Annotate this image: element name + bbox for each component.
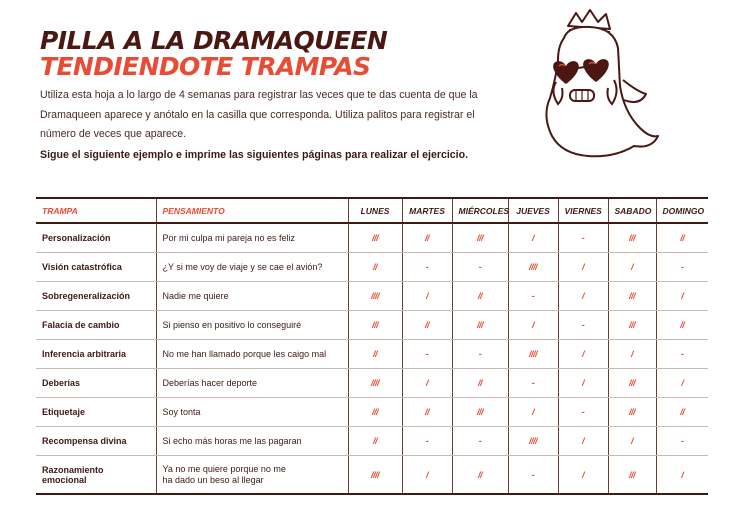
tally-cell-jueves: / (508, 398, 558, 427)
tally-cell-martes: - (402, 340, 452, 369)
tally-cell-miercoles: - (452, 253, 508, 282)
tally-cell-viernes: / (558, 456, 608, 495)
thought-cell: Por mi culpa mi pareja no es feliz (156, 223, 348, 253)
title-line-1: PILLA A LA DRAMAQUEEN (40, 26, 388, 55)
tally-cell-miercoles: // (452, 369, 508, 398)
tally-cell-jueves: //// (508, 340, 558, 369)
instruction-text: Sigue el siguiente ejemplo e imprime las siguientes páginas para realizar el ejercicio. (40, 149, 469, 161)
header-trampa: TRAMPA (36, 198, 156, 223)
tally-cell-domingo: // (656, 223, 708, 253)
table-row (36, 456, 708, 495)
intro-text: Utiliza esta hoja a lo largo de 4 semanas para registrar las veces que te das cuenta de que la Dramaqueen aparece y anótalo en la casilla que corresponda. Utiliza palitos para registrar el número de veces que aparece. (40, 89, 478, 140)
tally-cell-sabado: /// (608, 398, 656, 427)
tally-cell-sabado: /// (608, 369, 656, 398)
thought-cell: Deberías hacer deporte (156, 369, 348, 398)
tally-cell-viernes: / (558, 282, 608, 311)
tally-cell-sabado: /// (608, 456, 656, 495)
tally-cell-miercoles: /// (452, 311, 508, 340)
header-miercoles: MIÉRCOLES (452, 198, 508, 223)
tally-cell-sabado: /// (608, 223, 656, 253)
tally-cell-jueves: - (508, 282, 558, 311)
tally-cell-miercoles: /// (452, 398, 508, 427)
trap-cell: Recompensa divina (36, 427, 156, 456)
tally-cell-domingo: - (656, 253, 708, 282)
tally-cell-viernes: - (558, 311, 608, 340)
table-row (36, 282, 708, 311)
tally-cell-martes: - (402, 427, 452, 456)
table-row (36, 369, 708, 398)
tally-cell-domingo: - (656, 427, 708, 456)
tally-cell-jueves: / (508, 223, 558, 253)
thought-cell: Ya no me quiere porque no me ha dado un beso al llegar (156, 456, 348, 495)
trap-cell: Sobregeneralización (36, 282, 156, 311)
tally-cell-martes: // (402, 398, 452, 427)
table-row (36, 427, 708, 456)
table-header (36, 198, 708, 223)
tally-cell-sabado: /// (608, 282, 656, 311)
tally-cell-miercoles: // (452, 456, 508, 495)
table-row (36, 398, 708, 427)
trap-cell: Razonamiento emocional (36, 456, 156, 495)
tally-cell-miercoles: - (452, 427, 508, 456)
tally-cell-domingo: - (656, 340, 708, 369)
tracking-table (36, 197, 708, 495)
header-jueves: JUEVES (508, 198, 558, 223)
tally-cell-lunes: // (348, 253, 402, 282)
trap-cell: Deberías (36, 369, 156, 398)
tally-cell-viernes: / (558, 253, 608, 282)
tally-cell-viernes: - (558, 398, 608, 427)
tally-cell-domingo: // (656, 398, 708, 427)
table-row (36, 311, 708, 340)
tally-cell-domingo: / (656, 456, 708, 495)
tally-cell-lunes: // (348, 340, 402, 369)
header-domingo: DOMINGO (656, 198, 708, 223)
tally-cell-domingo: / (656, 369, 708, 398)
trap-cell: Visión catastrófica (36, 253, 156, 282)
tally-cell-domingo: // (656, 311, 708, 340)
header-viernes: VIERNES (558, 198, 608, 223)
header-pensamiento: PENSAMIENTO (156, 198, 348, 223)
tally-cell-martes: / (402, 456, 452, 495)
tally-cell-martes: // (402, 223, 452, 253)
tally-cell-miercoles: - (452, 340, 508, 369)
trap-cell: Etiquetaje (36, 398, 156, 427)
thought-cell: No me han llamado porque les caigo mal (156, 340, 348, 369)
tally-cell-viernes: / (558, 369, 608, 398)
table-row (36, 340, 708, 369)
tally-cell-jueves: / (508, 311, 558, 340)
tally-cell-sabado: / (608, 253, 656, 282)
header-martes: MARTES (402, 198, 452, 223)
header-sabado: SABADO (608, 198, 656, 223)
tally-cell-viernes: - (558, 223, 608, 253)
title-line-2: TENDIENDOTE TRAMPAS (40, 52, 371, 81)
ghost-dramaqueen-illustration (528, 8, 678, 168)
header-lunes: LUNES (348, 198, 402, 223)
tally-cell-sabado: / (608, 427, 656, 456)
tally-cell-lunes: /// (348, 223, 402, 253)
tally-cell-lunes: //// (348, 282, 402, 311)
tally-cell-lunes: /// (348, 398, 402, 427)
tally-cell-martes: - (402, 253, 452, 282)
table-row (36, 223, 708, 253)
tally-cell-lunes: /// (348, 311, 402, 340)
thought-cell: Nadie me quiere (156, 282, 348, 311)
tally-cell-martes: / (402, 369, 452, 398)
tally-cell-martes: // (402, 311, 452, 340)
thought-cell: Soy tonta (156, 398, 348, 427)
tally-cell-miercoles: /// (452, 223, 508, 253)
tally-cell-viernes: / (558, 427, 608, 456)
trap-cell: Personalización (36, 223, 156, 253)
tally-cell-lunes: //// (348, 369, 402, 398)
thought-cell: Si pienso en positivo lo conseguiré (156, 311, 348, 340)
tally-cell-viernes: / (558, 340, 608, 369)
thought-cell: ¿Y si me voy de viaje y se cae el avión? (156, 253, 348, 282)
tally-cell-jueves: //// (508, 427, 558, 456)
tally-cell-jueves: - (508, 456, 558, 495)
tally-cell-martes: / (402, 282, 452, 311)
header-row (36, 198, 708, 223)
tally-cell-jueves: - (508, 369, 558, 398)
trap-cell: Falacia de cambio (36, 311, 156, 340)
tally-cell-lunes: //// (348, 456, 402, 495)
tally-cell-sabado: / (608, 340, 656, 369)
tally-cell-lunes: // (348, 427, 402, 456)
table-body (36, 223, 708, 494)
tally-cell-jueves: //// (508, 253, 558, 282)
tally-cell-sabado: /// (608, 311, 656, 340)
table-row (36, 253, 708, 282)
thought-cell: Si echo más horas me las pagaran (156, 427, 348, 456)
tally-cell-domingo: / (656, 282, 708, 311)
trap-cell: Inferencia arbitraria (36, 340, 156, 369)
tally-cell-miercoles: // (452, 282, 508, 311)
